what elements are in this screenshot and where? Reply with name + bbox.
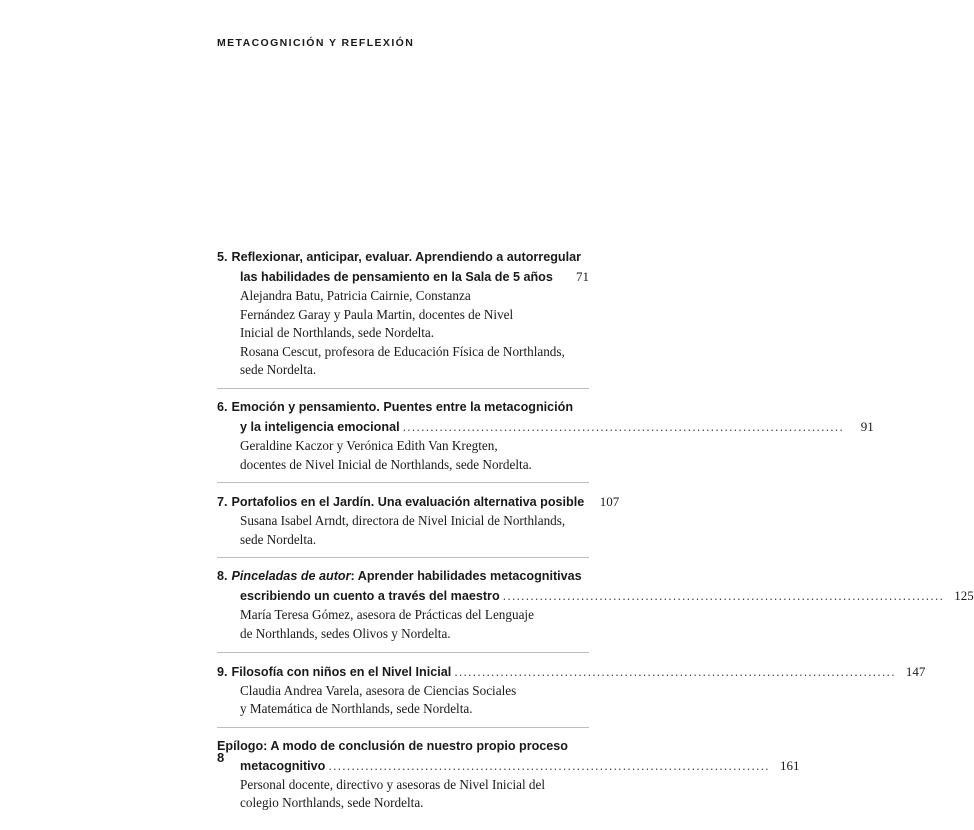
entry-author: sede Nordelta. <box>240 531 317 547</box>
toc-entry-9[interactable] <box>217 662 926 728</box>
entry-title: las habilidades de pensamiento en la Sala de 5 años <box>240 270 553 284</box>
entry-title-line <box>217 398 589 417</box>
entry-author: sede Nordelta. <box>240 362 317 378</box>
entry-title-italic: Pinceladas de autor <box>231 569 351 584</box>
entry-author: y Matemática de Northlands, sede Nordelta. <box>240 701 473 717</box>
entry-title-line <box>217 267 589 287</box>
dot-leader <box>556 268 557 287</box>
toc-entry-7[interactable] <box>217 492 620 558</box>
entry-title-line <box>217 737 589 756</box>
entry-title-line <box>217 248 589 267</box>
entry-title-line <box>217 417 874 437</box>
page-number: 125 <box>954 588 974 604</box>
entry-title-line <box>217 586 974 606</box>
entry-number: 8. <box>217 569 228 584</box>
entry-title: Emoción y pensamiento. Puentes entre la metacognición <box>231 399 574 414</box>
entry-author: Claudia Andrea Varela, asesora de Ciencias Sociales <box>240 682 517 698</box>
entry-title: Filosofía con niños en el Nivel Inicial <box>231 664 452 679</box>
dot-leader <box>454 663 893 682</box>
entry-title: : Aprender habilidades metacognitivas <box>350 569 582 584</box>
dot-leader <box>328 757 767 776</box>
entry-number: 9. <box>217 664 228 679</box>
page-number: 71 <box>576 269 589 284</box>
entry-author: docentes de Nivel Inicial de Northlands, sede Nordelta. <box>240 456 532 472</box>
dot-leader <box>503 587 942 606</box>
entry-author: Rosana Cescut, profesora de Educación Física de Northlands, <box>240 343 565 359</box>
entry-author: colegio Northlands, sede Nordelta. <box>240 795 424 811</box>
entry-author: Inicial de Northlands, sede Nordelta. <box>240 325 435 341</box>
entry-title: metacognitivo <box>240 758 326 773</box>
entry-title-line <box>217 492 620 512</box>
folio-page-number: 8 <box>217 750 225 765</box>
table-of-contents <box>217 248 974 830</box>
entry-author: Susana Isabel Arndt, directora de Nivel Inicial de Northlands, <box>240 513 566 529</box>
entry-title: Portafolios en el Jardín. Una evaluación alternativa posible <box>231 495 585 510</box>
page-number: 91 <box>860 418 874 434</box>
page-number: 161 <box>779 757 800 773</box>
entry-author: de Northlands, sedes Olivos y Nordelta. <box>240 625 451 641</box>
entry-author: Alejandra Batu, Patricia Cairnie, Constanza <box>240 288 471 303</box>
entry-number: 5. <box>217 250 228 264</box>
toc-entry-8[interactable] <box>217 567 974 652</box>
dot-leader <box>403 418 842 437</box>
entry-author: Geraldine Kaczor y Verónica Edith Van Kregten, <box>240 437 498 453</box>
entry-title: y la inteligencia emocional <box>240 419 400 434</box>
entry-title-line <box>217 567 589 586</box>
entry-number: 7. <box>217 495 228 510</box>
toc-entry-5[interactable] <box>217 248 589 389</box>
page-number: 107 <box>599 494 620 510</box>
entry-title: escribiendo un cuento a través del maestro <box>240 589 500 604</box>
entry-number: 6. <box>217 399 228 414</box>
page-number: 147 <box>905 663 926 679</box>
entry-author: Personal docente, directivo y asesoras de Nivel Inicial del <box>240 776 546 792</box>
entry-title-line <box>217 756 800 776</box>
running-head: METACOGNICIÓN Y REFLEXIÓN <box>217 37 415 49</box>
entry-title: Epílogo: A modo de conclusión de nuestro propio proceso <box>217 738 569 753</box>
entry-title-line <box>217 662 926 682</box>
entry-author: María Teresa Gómez, asesora de Prácticas del Lenguaje <box>240 607 534 623</box>
toc-entry-epilogue[interactable] <box>217 737 800 821</box>
entry-author: Fernández Garay y Paula Martin, docentes de Nivel <box>240 306 514 322</box>
entry-title: Reflexionar, anticipar, evaluar. Aprendiendo a autorregular <box>231 250 581 264</box>
toc-entry-6[interactable] <box>217 398 874 483</box>
